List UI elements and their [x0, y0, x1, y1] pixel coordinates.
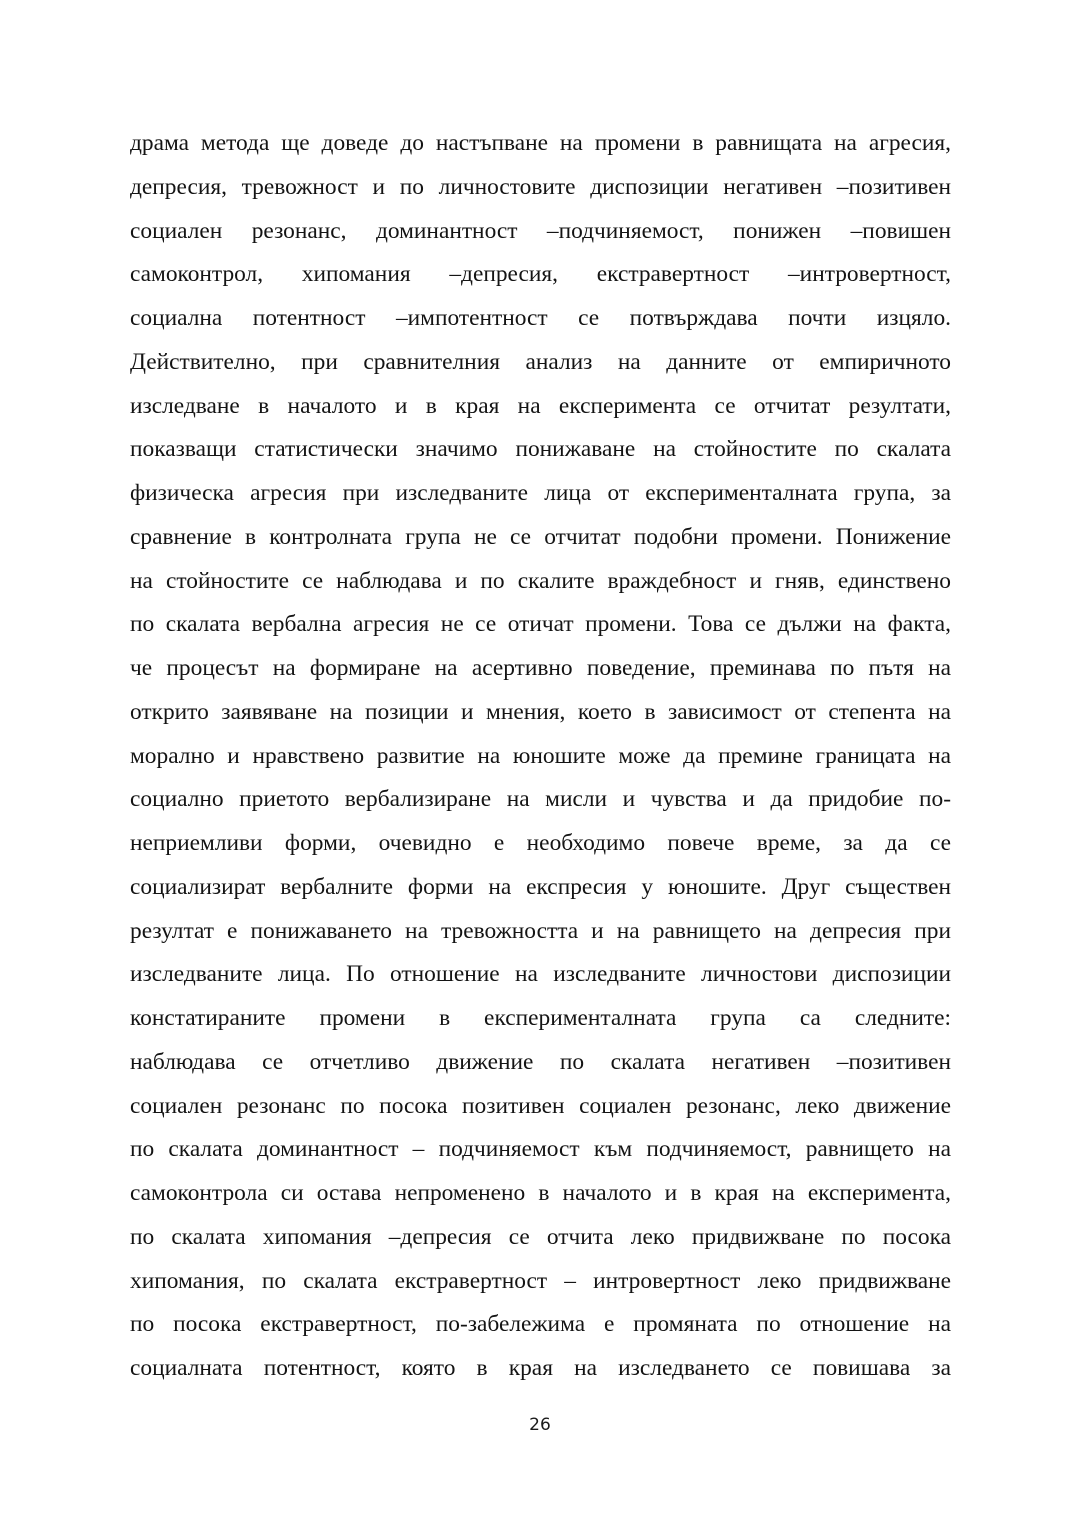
- text-line: на стойностите се наблюдава и по скалите враждебност и гняв, единствено: [130, 567, 951, 594]
- text-line: наблюдава се отчетливо движение по скалата негативен –позитивен: [130, 1048, 951, 1075]
- page-number: 26: [529, 1415, 551, 1435]
- text-line: по скалата доминантност – подчиняемост към подчиняемост, равнището на: [130, 1136, 951, 1163]
- text-line: по скалата вербална агресия не се отичат промени. Това се дължи на факта,: [130, 611, 951, 638]
- text-line: открито заявяване на позиции и мнения, което в зависимост от степента на: [130, 698, 951, 725]
- text-line: физическа агресия при изследваните лица от експерименталната група, за: [130, 480, 951, 506]
- body-paragraph: [130, 122, 951, 1391]
- text-line: социална потентност –импотентност се потвърждава почти изцяло.: [130, 305, 951, 331]
- text-line: изследваните лица. По отношение на изследваните личностови диспозиции: [130, 961, 951, 988]
- text-line: че процесът на формиране на асертивно поведение, преминава по пътя на: [130, 655, 951, 681]
- text-line: драма метода ще доведе до настъпване на промени в равнищата на агресия,: [130, 130, 951, 156]
- text-line: хипомания, по скалата екстравертност – интровертност леко придвижване: [130, 1267, 951, 1294]
- text-line: социален резонанс по посока позитивен социален резонанс, леко движение: [130, 1092, 951, 1119]
- text-line: морално и нравствено развитие на юношите може да премине границата на: [130, 742, 951, 769]
- text-line: показващи статистически значимо понижаване на стойностите по скалата: [130, 436, 951, 463]
- text-line: депресия, тревожност и по личностовите диспозиции негативен –позитивен: [130, 173, 951, 200]
- text-line: социално приетото вербализиране на мисли и чувства и да придобие по-: [130, 786, 951, 813]
- text-line: констатираните промени в експерименталната група са следните:: [130, 1005, 951, 1031]
- text-line: изследване в началото и в края на експеримента се отчитат резултати,: [130, 392, 951, 419]
- text-line: по посока екстравертност, по-забележима е промяната по отношение на: [130, 1311, 951, 1338]
- text-line: неприемливи форми, очевидно е необходимо повече време, за да се: [130, 830, 951, 856]
- text-line: социализират вербалните форми на експресия у юношите. Друг съществен: [130, 873, 951, 900]
- text-line: резултат е понижаването на тревожността и на равнището на депресия при: [130, 917, 951, 944]
- text-line: самоконтрола си остава непроменено в началото и в края на експеримента,: [130, 1180, 951, 1206]
- text-line: по скалата хипомания –депресия се отчита леко придвижване по посока: [130, 1223, 951, 1250]
- text-line: самоконтрол, хипомания –депресия, екстравертност –интровертност,: [130, 261, 951, 288]
- text-line: Действително, при сравнителния анализ на данните от емпиричното: [130, 348, 951, 375]
- text-line: социалната потентност, която в края на изследването се повишава за: [130, 1355, 951, 1381]
- text-line: сравнение в контролната група не се отчитат подобни промени. Понижение: [130, 523, 951, 550]
- text-line: социален резонанс, доминантност –подчиняемост, понижен –повишен: [130, 217, 951, 244]
